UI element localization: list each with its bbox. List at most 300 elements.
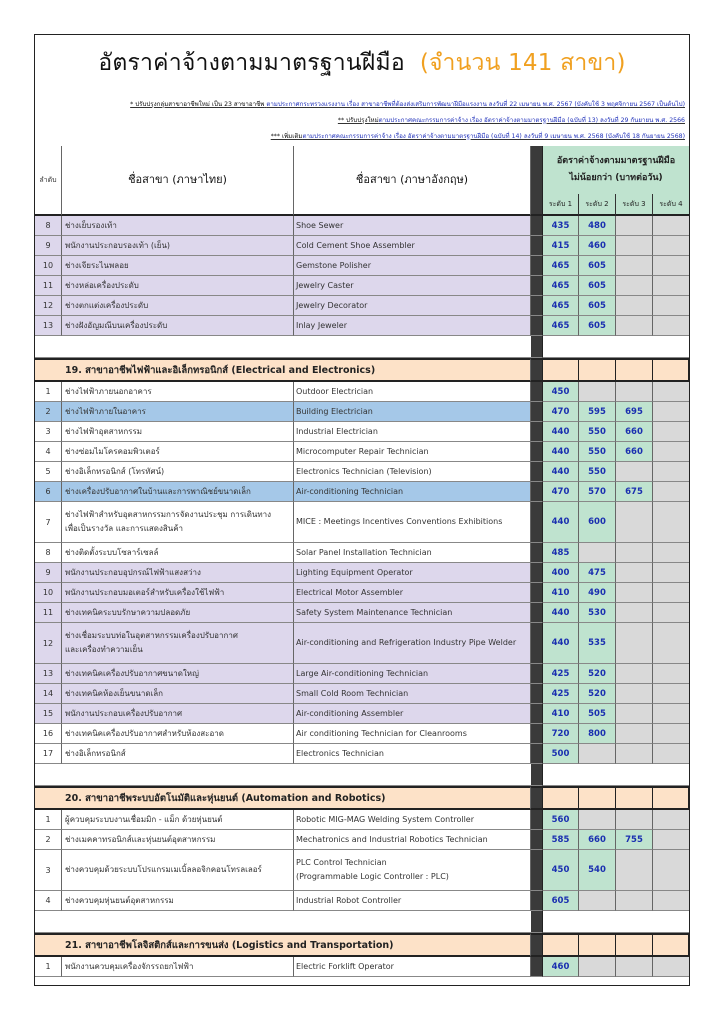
thai-name: ช่างเทคนิคห้องเย็นขนาดเล็ก [62, 684, 294, 704]
english-name: Electric Forklift Operator [294, 957, 531, 977]
rate-level-1: 460 [543, 957, 579, 977]
table-row [35, 684, 689, 704]
thai-name: ผู้ควบคุมระบบงานเชื่อมมิก - แม็ก ด้วยหุ่นยนต์ [62, 810, 294, 830]
rate-level-2: 605 [579, 316, 616, 336]
thai-name-line: ช่างไฟฟ้าสำหรับอุตสาหกรรมการจัดงานประชุม การเดินทาง [65, 510, 272, 519]
english-name: Outdoor Electrician [294, 382, 531, 402]
rate-level-1: 440 [543, 623, 579, 664]
row-number: 4 [35, 891, 62, 911]
english-name: Shoe Sewer [294, 216, 531, 236]
thai-name: ช่างหล่อเครื่องประดับ [62, 276, 294, 296]
row-number: 5 [35, 462, 62, 482]
rate-level-2: 535 [579, 623, 616, 664]
rate-level-3 [616, 623, 653, 664]
rate-level-3 [616, 603, 653, 623]
table-row [35, 256, 689, 276]
thai-name-lines [65, 629, 238, 657]
spacer-row [35, 764, 689, 786]
english-name: Small Cold Room Technician [294, 684, 531, 704]
rate-level-1: 440 [543, 603, 579, 623]
rate-level-3: 675 [616, 482, 653, 502]
page-title [35, 35, 689, 91]
rate-level-4 [653, 216, 689, 236]
english-name: Jewelry Decorator [294, 296, 531, 316]
column-separator [531, 382, 543, 402]
rate-level-1: 440 [543, 442, 579, 462]
rate-level-4 [653, 482, 689, 502]
spacer-row [35, 336, 689, 358]
rate-level-2: 520 [579, 664, 616, 684]
column-separator [531, 502, 543, 543]
english-name: Electrical Motor Assembler [294, 583, 531, 603]
note-2-link[interactable]: ตามประกาศคณะกรรมการค่าจ้าง เรื่อง อัตราค่าจ้างตามมาตรฐานฝีมือ (ฉบับที่ 13) ลงวันที่ 29 กันยายน พ.ศ. 2566 [378, 117, 685, 124]
rate-level-1: 450 [543, 850, 579, 891]
rate-level-1: 440 [543, 502, 579, 543]
rate-level-3 [616, 502, 653, 543]
column-separator [531, 933, 543, 957]
rate-level-4 [653, 684, 689, 704]
rate-level-2: 520 [579, 684, 616, 704]
rate-level-2: 490 [579, 583, 616, 603]
rate-level-1: 605 [543, 891, 579, 911]
rate-level-2: 530 [579, 603, 616, 623]
rate-level-4 [653, 744, 689, 764]
rate-level-3 [616, 891, 653, 911]
row-number: 12 [35, 296, 62, 316]
column-separator [531, 684, 543, 704]
row-number: 13 [35, 664, 62, 684]
table-row [35, 744, 689, 764]
table-row [35, 583, 689, 603]
thai-name-line: ช่างเชื่อมระบบท่อในอุตสาหกรรมเครื่องปรับอากาศ [65, 631, 238, 640]
column-separator [531, 543, 543, 563]
rate-level-4 [653, 543, 689, 563]
rate-level-2 [579, 382, 616, 402]
thai-name: พนักงานประกอบเครื่องปรับอากาศ [62, 704, 294, 724]
rate-level-3 [616, 724, 653, 744]
table-row [35, 850, 689, 891]
table-row [35, 422, 689, 442]
column-separator [531, 744, 543, 764]
thai-name: ช่างซ่อมไมโครคอมพิวเตอร์ [62, 442, 294, 462]
rate-level-4 [653, 382, 689, 402]
blank-cell [35, 911, 531, 933]
rate-level-1: 440 [543, 462, 579, 482]
thai-name: ช่างควบคุมด้วยระบบโปรแกรมเมเบิ้ลลอจิกคอนโทรลเลอร์ [62, 850, 294, 891]
rate-level-2: 605 [579, 296, 616, 316]
english-name-line: (Programmable Logic Controller : PLC) [296, 872, 449, 881]
rate-level-4 [653, 850, 689, 891]
row-number: 8 [35, 543, 62, 563]
column-separator [531, 704, 543, 724]
rate-level-3 [616, 316, 653, 336]
table-row [35, 830, 689, 850]
section-rate-cell [653, 786, 689, 810]
column-separator [531, 358, 543, 382]
rate-level-2: 605 [579, 256, 616, 276]
rate-level-3: 755 [616, 830, 653, 850]
rate-level-2 [579, 744, 616, 764]
rate-level-1: 470 [543, 482, 579, 502]
rate-level-3: 660 [616, 422, 653, 442]
table-row [35, 543, 689, 563]
rate-level-1: 450 [543, 382, 579, 402]
english-name: Air-conditioning and Refrigeration Industry Pipe Welder [294, 623, 531, 664]
rate-level-1: 410 [543, 704, 579, 724]
section-rate-cell [543, 786, 579, 810]
table-row [35, 502, 689, 543]
rate-level-3 [616, 563, 653, 583]
english-name: Jewelry Caster [294, 276, 531, 296]
rate-level-4 [653, 891, 689, 911]
table-row [35, 442, 689, 462]
table-row [35, 382, 689, 402]
table-row [35, 402, 689, 422]
thai-name: พนักงานประกอบอุปกรณ์ไฟฟ้าแสงสว่าง [62, 563, 294, 583]
thai-name-line: เพื่อเป็นรางวัล และการแสดงสินค้า [65, 524, 184, 533]
rate-level-3 [616, 462, 653, 482]
section-rate-cell [579, 358, 616, 382]
thai-name: พนักงานควบคุมเครื่องจักรรถยกไฟฟ้า [62, 957, 294, 977]
thai-name: ช่างเจียระไนพลอย [62, 256, 294, 276]
row-number: 1 [35, 382, 62, 402]
table-row [35, 563, 689, 583]
row-number: 8 [35, 216, 62, 236]
english-name: Robotic MIG-MAG Welding System Controller [294, 810, 531, 830]
table-row [35, 704, 689, 724]
thai-name-line: และเครื่องทำความเย็น [65, 645, 143, 654]
row-number: 1 [35, 957, 62, 977]
rate-level-2: 595 [579, 402, 616, 422]
column-separator [531, 482, 543, 502]
note-2: ** ปรับปรุงใหม่ตามประกาศคณะกรรมการค่าจ้าง เรื่อง อัตราค่าจ้างตามมาตรฐานฝีมือ (ฉบับที่ 13) ลงวันที่ 29 กันยายน พ.ศ. 2566 [337, 117, 685, 124]
rate-level-3 [616, 850, 653, 891]
rate-level-2: 660 [579, 830, 616, 850]
column-separator [531, 462, 543, 482]
thai-name: ช่างติดตั้งระบบโซลาร์เซลล์ [62, 543, 294, 563]
rate-level-1: 465 [543, 316, 579, 336]
english-name: Safety System Maintenance Technician [294, 603, 531, 623]
blank-cell [543, 336, 689, 358]
header-level-2: ระดับ 2 [579, 194, 616, 216]
rate-level-1: 465 [543, 296, 579, 316]
rate-level-2: 460 [579, 236, 616, 256]
blank-cell [35, 336, 531, 358]
rate-level-3 [616, 256, 653, 276]
thai-name: ช่างไฟฟ้าภายในอาคาร [62, 402, 294, 422]
rate-level-1: 410 [543, 583, 579, 603]
title-main: อัตราค่าจ้างตามมาตรฐานฝีมือ [98, 50, 405, 76]
column-separator [531, 623, 543, 664]
english-name: Air-conditioning Assembler [294, 704, 531, 724]
row-number: 11 [35, 603, 62, 623]
thai-name: ช่างไฟฟ้าอุตสาหกรรม [62, 422, 294, 442]
notes [35, 91, 689, 146]
rate-level-2: 480 [579, 216, 616, 236]
row-number: 2 [35, 402, 62, 422]
rate-level-4 [653, 402, 689, 422]
rate-level-1: 425 [543, 684, 579, 704]
header-level-1: ระดับ 1 [543, 194, 579, 216]
column-separator [531, 603, 543, 623]
rate-level-2 [579, 810, 616, 830]
column-separator [531, 216, 543, 236]
thai-name: ช่างเมคคาทรอนิกส์และหุ่นยนต์อุตสาหกรรม [62, 830, 294, 850]
column-separator [531, 786, 543, 810]
rate-level-4 [653, 664, 689, 684]
row-number: 9 [35, 563, 62, 583]
header-level-4: ระดับ 4 [653, 194, 689, 216]
table-row [35, 216, 689, 236]
rate-level-2 [579, 543, 616, 563]
english-name: Solar Panel Installation Technician [294, 543, 531, 563]
english-name-line: PLC Control Technician [296, 858, 387, 867]
column-separator [531, 911, 543, 933]
section-rate-cell [616, 933, 653, 957]
row-number: 7 [35, 502, 62, 543]
rate-level-3 [616, 957, 653, 977]
table-header [35, 146, 689, 216]
table-row [35, 296, 689, 316]
row-number: 9 [35, 236, 62, 256]
row-number: 2 [35, 830, 62, 850]
row-number: 10 [35, 256, 62, 276]
section-rate-cell [616, 358, 653, 382]
note-3-link[interactable]: ตามประกาศคณะกรรมการค่าจ้าง เรื่อง อัตราค่าจ้างตามมาตรฐานฝีมือ (ฉบับที่ 14) ลงวันที่ 9 เมษายน พ.ศ. 2568 (บังคับใช้ 18 กันยายน 2568) [302, 133, 685, 140]
section-header [35, 933, 689, 957]
rate-level-4 [653, 704, 689, 724]
thai-name: ช่างเทคนิคระบบรักษาความปลอดภัย [62, 603, 294, 623]
rate-level-3: 695 [616, 402, 653, 422]
section-rate-cell [616, 786, 653, 810]
column-separator [531, 146, 543, 216]
column-separator [531, 830, 543, 850]
english-name: Building Electrician [294, 402, 531, 422]
column-separator [531, 336, 543, 358]
rate-level-1: 720 [543, 724, 579, 744]
thai-name: พนักงานประกอบมอเตอร์สำหรับเครื่องใช้ไฟฟ้า [62, 583, 294, 603]
note-1-link[interactable]: ตามประกาศกระทรวงแรงงาน เรื่อง สาขาอาชีพที่ต้องส่งเสริมการพัฒนาฝีมือแรงงาน ลงวันที่ 22 เมษายน พ.ศ. 2567 (บังคับใช้ 3 พฤศจิกายน 2567 เป็นต้นไป) [266, 101, 685, 108]
header-rate-title: อัตราค่าจ้างตามมาตรฐานฝีมือ ไม่น้อยกว่า (บาทต่อวัน) [543, 146, 689, 195]
column-separator [531, 422, 543, 442]
column-separator [531, 810, 543, 830]
english-name-lines [296, 856, 449, 884]
header-level-3: ระดับ 3 [616, 194, 653, 216]
english-name: Large Air-conditioning Technician [294, 664, 531, 684]
thai-name [62, 623, 294, 664]
section-rate-cell [579, 933, 616, 957]
rate-level-2: 475 [579, 563, 616, 583]
rate-level-4 [653, 256, 689, 276]
rate-level-1: 465 [543, 256, 579, 276]
english-name: Electronics Technician (Television) [294, 462, 531, 482]
section-rate-cell [579, 786, 616, 810]
column-separator [531, 402, 543, 422]
table-row [35, 482, 689, 502]
rate-level-3 [616, 236, 653, 256]
table-row [35, 603, 689, 623]
rate-level-3 [616, 684, 653, 704]
rate-level-3 [616, 744, 653, 764]
rate-level-2: 605 [579, 276, 616, 296]
column-separator [531, 583, 543, 603]
section-header [35, 358, 689, 382]
rate-level-3 [616, 543, 653, 563]
thai-name: ช่างอิเล็กทรอนิกส์ [62, 744, 294, 764]
note-1: * ปรับปรุงกลุ่มสาขาอาชีพใหม่ เป็น 23 สาขาอาชีพ ตามประกาศกระทรวงแรงงาน เรื่อง สาขาอาชีพที่ต้องส่งเสริมการพัฒนาฝีมือแรงงาน ลงวันที่ 22 เมษายน พ.ศ. 2567 (บังคับใช้ 3 พฤศจิกายน 2567 เป็นต้นไป) [130, 101, 685, 108]
english-name [294, 850, 531, 891]
rate-level-3 [616, 810, 653, 830]
table-row [35, 316, 689, 336]
rate-level-1: 585 [543, 830, 579, 850]
rate-level-1: 435 [543, 216, 579, 236]
rate-level-4 [653, 316, 689, 336]
section-rate-cell [543, 933, 579, 957]
column-separator [531, 563, 543, 583]
section-rate-cell [653, 933, 689, 957]
column-separator [531, 891, 543, 911]
rate-level-1: 500 [543, 744, 579, 764]
rate-level-2: 600 [579, 502, 616, 543]
row-number: 13 [35, 316, 62, 336]
english-name: Air conditioning Technician for Cleanrooms [294, 724, 531, 744]
row-number: 17 [35, 744, 62, 764]
row-number: 1 [35, 810, 62, 830]
english-name: Inlay Jeweler [294, 316, 531, 336]
spacer-row [35, 911, 689, 933]
rate-level-4 [653, 810, 689, 830]
column-separator [531, 850, 543, 891]
row-number: 3 [35, 422, 62, 442]
rate-level-2: 570 [579, 482, 616, 502]
rate-level-3 [616, 296, 653, 316]
rate-sheet [34, 34, 690, 986]
row-number: 16 [35, 724, 62, 744]
header-english-name: ชื่อสาขา (ภาษาอังกฤษ) [294, 146, 531, 216]
rate-level-1: 560 [543, 810, 579, 830]
rate-level-2 [579, 891, 616, 911]
rate-level-1: 470 [543, 402, 579, 422]
rate-level-4 [653, 422, 689, 442]
rate-level-1: 400 [543, 563, 579, 583]
row-number: 3 [35, 850, 62, 891]
column-separator [531, 664, 543, 684]
table-row [35, 810, 689, 830]
rate-level-1: 425 [543, 664, 579, 684]
blank-cell [543, 911, 689, 933]
table-row [35, 957, 689, 977]
table-row [35, 462, 689, 482]
english-name: Industrial Robot Controller [294, 891, 531, 911]
rate-level-3 [616, 382, 653, 402]
rate-level-2: 800 [579, 724, 616, 744]
rate-level-3 [616, 276, 653, 296]
section-rate-cell [653, 358, 689, 382]
english-name: Industrial Electrician [294, 422, 531, 442]
rate-level-3 [616, 583, 653, 603]
rate-level-4 [653, 462, 689, 482]
column-separator [531, 276, 543, 296]
thai-name: ช่างเทคนิคเครื่องปรับอากาศสำหรับห้องสะอาด [62, 724, 294, 744]
column-separator [531, 316, 543, 336]
rate-level-3: 660 [616, 442, 653, 462]
english-name: Lighting Equipment Operator [294, 563, 531, 583]
rate-level-2: 550 [579, 462, 616, 482]
rate-level-2 [579, 957, 616, 977]
column-separator [531, 764, 543, 786]
row-number: 6 [35, 482, 62, 502]
rate-level-1: 415 [543, 236, 579, 256]
english-name: Gemstone Polisher [294, 256, 531, 276]
english-name: Microcomputer Repair Technician [294, 442, 531, 462]
rate-level-2: 550 [579, 442, 616, 462]
section-title: 21. สาขาอาชีพโลจิสติกส์และการขนส่ง (Logistics and Transportation) [35, 933, 531, 957]
row-number: 10 [35, 583, 62, 603]
rate-level-1: 440 [543, 422, 579, 442]
row-number: 4 [35, 442, 62, 462]
row-number: 12 [35, 623, 62, 664]
rate-level-4 [653, 563, 689, 583]
column-separator [531, 296, 543, 316]
table-row [35, 724, 689, 744]
rate-level-4 [653, 724, 689, 744]
thai-name: ช่างอิเล็กทรอนิกส์ (โทรทัศน์) [62, 462, 294, 482]
table-row [35, 664, 689, 684]
thai-name: ช่างไฟฟ้าภายนอกอาคาร [62, 382, 294, 402]
rate-level-1: 485 [543, 543, 579, 563]
row-number: 11 [35, 276, 62, 296]
english-name: Cold Cement Shoe Assembler [294, 236, 531, 256]
table-row [35, 623, 689, 664]
rate-level-3 [616, 664, 653, 684]
title-branch-count: (จำนวน 141 สาขา) [419, 50, 626, 76]
thai-name: ช่างเทคนิคเครื่องปรับอากาศขนาดใหญ่ [62, 664, 294, 684]
column-separator [531, 724, 543, 744]
column-separator [531, 957, 543, 977]
section-title: 19. สาขาอาชีพไฟฟ้าและอิเล็กทรอนิกส์ (Electrical and Electronics) [35, 358, 531, 382]
column-separator [531, 256, 543, 276]
thai-name: ช่างฝังอัญมณีบนเครื่องประดับ [62, 316, 294, 336]
rate-level-2: 550 [579, 422, 616, 442]
rate-level-2: 505 [579, 704, 616, 724]
thai-name: ช่างตกแต่งเครื่องประดับ [62, 296, 294, 316]
column-separator [531, 236, 543, 256]
rate-level-4 [653, 623, 689, 664]
rate-level-4 [653, 296, 689, 316]
english-name: MICE : Meetings Incentives Conventions Exhibitions [294, 502, 531, 543]
header-no: ลำดับ [35, 146, 62, 216]
row-number: 14 [35, 684, 62, 704]
thai-name: ช่างเครื่องปรับอากาศในบ้านและการพาณิชย์ขนาดเล็ก [62, 482, 294, 502]
thai-name-lines [65, 508, 271, 536]
section-header [35, 786, 689, 810]
rate-level-3 [616, 216, 653, 236]
blank-cell [35, 764, 531, 786]
rate-level-4 [653, 442, 689, 462]
rate-level-4 [653, 276, 689, 296]
table-row [35, 276, 689, 296]
rate-level-4 [653, 502, 689, 543]
rate-level-3 [616, 704, 653, 724]
column-separator [531, 442, 543, 462]
thai-name [62, 502, 294, 543]
thai-name: ช่างควบคุมหุ่นยนต์อุตสาหกรรม [62, 891, 294, 911]
header-thai-name: ชื่อสาขา (ภาษาไทย) [62, 146, 294, 216]
rate-level-4 [653, 603, 689, 623]
table-row [35, 236, 689, 256]
english-name: Electronics Technician [294, 744, 531, 764]
rate-level-2: 540 [579, 850, 616, 891]
